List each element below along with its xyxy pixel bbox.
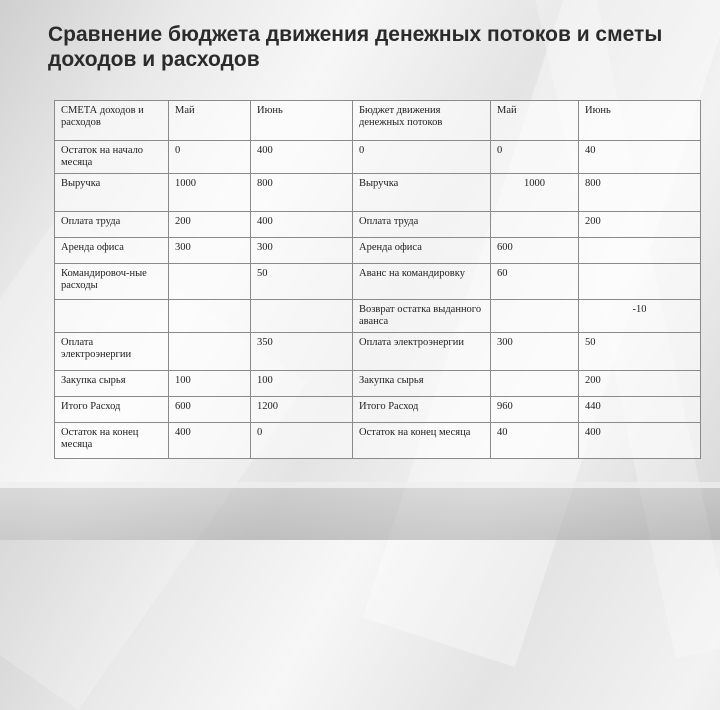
- table-cell: Итого Расход: [55, 397, 169, 423]
- table-cell: Остаток на конец месяца: [353, 423, 491, 459]
- table-cell: 100: [169, 371, 251, 397]
- table-cell: -10: [579, 300, 701, 333]
- table-cell: 300: [169, 238, 251, 264]
- table-cell: [491, 300, 579, 333]
- table-cell: [491, 212, 579, 238]
- table-cell: Аванс на командировку: [353, 264, 491, 300]
- table-cell: Возврат остатка выданного аванса: [353, 300, 491, 333]
- table-cell: 600: [491, 238, 579, 264]
- header-cell: Июнь: [251, 101, 353, 141]
- table-cell: 800: [579, 174, 701, 212]
- table-cell: 0: [169, 141, 251, 174]
- table-cell: Аренда офиса: [55, 238, 169, 264]
- table-cell: 50: [251, 264, 353, 300]
- table-cell: Оплата электроэнергии: [353, 333, 491, 371]
- budget-comparison-table: [54, 100, 701, 459]
- table-cell: Командировоч-ные расходы: [55, 264, 169, 300]
- table-cell: 400: [169, 423, 251, 459]
- table-row: [55, 397, 701, 423]
- table-cell: Оплата электроэнергии: [55, 333, 169, 371]
- table-cell: 400: [251, 141, 353, 174]
- table-cell: 1000: [169, 174, 251, 212]
- table-cell: [579, 264, 701, 300]
- table-row: [55, 371, 701, 397]
- table-cell: Остаток на начало месяца: [55, 141, 169, 174]
- table-cell: 200: [579, 212, 701, 238]
- table-row: [55, 264, 701, 300]
- table-row: [55, 212, 701, 238]
- footer-band: [0, 482, 720, 540]
- table-cell: 400: [251, 212, 353, 238]
- table-cell: 60: [491, 264, 579, 300]
- table-cell: 600: [169, 397, 251, 423]
- table-cell: 50: [579, 333, 701, 371]
- table-row: [55, 141, 701, 174]
- table-cell: 40: [491, 423, 579, 459]
- table-cell: Аренда офиса: [353, 238, 491, 264]
- table-cell: 40: [579, 141, 701, 174]
- table-row: [55, 238, 701, 264]
- table-row: [55, 423, 701, 459]
- table-cell: Выручка: [55, 174, 169, 212]
- table-cell: 300: [251, 238, 353, 264]
- table-row: [55, 300, 701, 333]
- table-cell: [251, 300, 353, 333]
- table-cell: 0: [491, 141, 579, 174]
- table-cell: 0: [353, 141, 491, 174]
- table-cell: [579, 238, 701, 264]
- table-cell: Закупка сырья: [55, 371, 169, 397]
- table-cell: Итого Расход: [353, 397, 491, 423]
- table-cell: 1000: [491, 174, 579, 212]
- table-cell: Оплата труда: [55, 212, 169, 238]
- table-cell: 960: [491, 397, 579, 423]
- table-cell: 100: [251, 371, 353, 397]
- table-cell: 0: [251, 423, 353, 459]
- header-cell: Май: [491, 101, 579, 141]
- table-cell: 1200: [251, 397, 353, 423]
- slide-title: Сравнение бюджета движения денежных потоков и сметы доходов и расходов: [48, 23, 663, 71]
- header-cell: Июнь: [579, 101, 701, 141]
- table-cell: [169, 300, 251, 333]
- table-cell: 200: [579, 371, 701, 397]
- table-cell: 300: [491, 333, 579, 371]
- table-cell: 350: [251, 333, 353, 371]
- table-cell: 200: [169, 212, 251, 238]
- header-cell: СМЕТА доходов и расходов: [55, 101, 169, 141]
- table-cell: [55, 300, 169, 333]
- header-cell: Бюджет движения денежных потоков: [353, 101, 491, 141]
- table-cell: Оплата труда: [353, 212, 491, 238]
- table-cell: [169, 333, 251, 371]
- table-cell: 400: [579, 423, 701, 459]
- table-cell: [169, 264, 251, 300]
- table-cell: 800: [251, 174, 353, 212]
- table-cell: [491, 371, 579, 397]
- table-cell: Выручка: [353, 174, 491, 212]
- table-header-row: [55, 101, 701, 141]
- table-row: [55, 174, 701, 212]
- table-row: [55, 333, 701, 371]
- header-cell: Май: [169, 101, 251, 141]
- table-cell: Остаток на конец месяца: [55, 423, 169, 459]
- table-cell: Закупка сырья: [353, 371, 491, 397]
- table-cell: 440: [579, 397, 701, 423]
